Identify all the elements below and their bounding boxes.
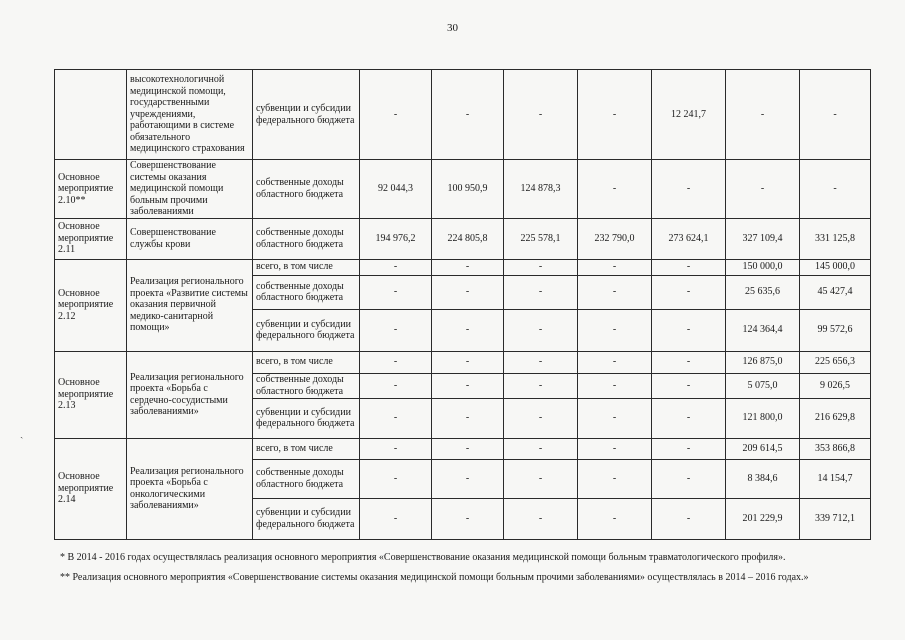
page-number: 30	[447, 22, 458, 34]
table-row	[55, 218, 871, 259]
amount-cell: -	[578, 498, 652, 539]
amount-cell: -	[432, 459, 504, 498]
funding-source: собственные доходы областного бюджета	[253, 218, 360, 259]
amount-cell: 194 976,2	[360, 218, 432, 259]
measure-description: Реализация регионального проекта «Борьба с сердечно-сосудистыми заболеваниями»	[127, 351, 253, 438]
footnote-2: ** Реализация основного мероприятия «Совершенствование системы оказания медицинской помощи больным прочими заболеваниями» осуществлялась в 2014 – 2016 годах.»	[60, 572, 809, 583]
amount-cell: -	[432, 438, 504, 459]
amount-cell: -	[504, 459, 578, 498]
amount-cell: -	[652, 275, 726, 309]
amount-cell: -	[432, 351, 504, 373]
funding-source: собственные доходы областного бюджета	[253, 373, 360, 398]
amount-cell: 124 878,3	[504, 160, 578, 219]
funding-source: субвенции и субсидии федерального бюджета	[253, 70, 360, 160]
amount-cell: 5 075,0	[726, 373, 800, 398]
amount-cell: -	[652, 398, 726, 438]
amount-cell: -	[726, 160, 800, 219]
amount-cell: 9 026,5	[800, 373, 871, 398]
measure-description: Совершенствование системы оказания медицинской помощи больным прочими заболеваниями	[127, 160, 253, 219]
amount-cell: 126 875,0	[726, 351, 800, 373]
amount-cell: -	[578, 459, 652, 498]
funding-source: всего, в том числе	[253, 438, 360, 459]
amount-cell: -	[360, 498, 432, 539]
amount-cell: -	[432, 70, 504, 160]
amount-cell: -	[504, 398, 578, 438]
amount-cell: -	[360, 259, 432, 275]
amount-cell: 150 000,0	[726, 259, 800, 275]
funding-source: всего, в том числе	[253, 259, 360, 275]
amount-cell: -	[432, 309, 504, 351]
amount-cell: 99 572,6	[800, 309, 871, 351]
funding-source: субвенции и субсидии федерального бюджета	[253, 309, 360, 351]
amount-cell: 209 614,5	[726, 438, 800, 459]
measure-description: Реализация регионального проекта «Борьба с онкологическими заболеваниями»	[127, 438, 253, 539]
amount-cell: -	[360, 70, 432, 160]
amount-cell: -	[652, 459, 726, 498]
amount-cell: -	[504, 498, 578, 539]
amount-cell: -	[578, 309, 652, 351]
amount-cell: 8 384,6	[726, 459, 800, 498]
amount-cell: 201 229,9	[726, 498, 800, 539]
amount-cell: -	[652, 259, 726, 275]
amount-cell: -	[504, 373, 578, 398]
amount-cell: -	[652, 498, 726, 539]
amount-cell: -	[578, 373, 652, 398]
amount-cell: -	[652, 160, 726, 219]
amount-cell: 353 866,8	[800, 438, 871, 459]
measure-description: Совершенствование службы крови	[127, 218, 253, 259]
amount-cell: 45 427,4	[800, 275, 871, 309]
table-row	[55, 160, 871, 219]
amount-cell: -	[504, 259, 578, 275]
amount-cell: 225 656,3	[800, 351, 871, 373]
measure-description: высокотехнологичной медицинской помощи, государственными учреждениями, работающими в системе обязательного медицинского страхования	[127, 70, 253, 160]
measure-name: Основное мероприятие 2.13	[55, 351, 127, 438]
amount-cell: 145 000,0	[800, 259, 871, 275]
amount-cell: -	[652, 351, 726, 373]
amount-cell: 124 364,4	[726, 309, 800, 351]
amount-cell: 216 629,8	[800, 398, 871, 438]
amount-cell: -	[432, 373, 504, 398]
amount-cell: -	[432, 259, 504, 275]
amount-cell: 224 805,8	[432, 218, 504, 259]
amount-cell: -	[504, 275, 578, 309]
amount-cell: -	[360, 373, 432, 398]
amount-cell: -	[504, 351, 578, 373]
amount-cell: 12 241,7	[652, 70, 726, 160]
measure-description: Реализация регионального проекта «Развитие системы оказания первичной медико-санитарной помощи»	[127, 259, 253, 351]
funding-source: субвенции и субсидии федерального бюджета	[253, 498, 360, 539]
funding-source: всего, в том числе	[253, 351, 360, 373]
scan-mark: ˏ	[20, 428, 24, 439]
funding-source: собственные доходы областного бюджета	[253, 160, 360, 219]
table-row	[55, 259, 871, 275]
amount-cell: -	[504, 309, 578, 351]
amount-cell: -	[578, 398, 652, 438]
amount-cell: 232 790,0	[578, 218, 652, 259]
amount-cell: -	[652, 309, 726, 351]
measure-name: Основное мероприятие 2.11	[55, 218, 127, 259]
amount-cell: -	[578, 259, 652, 275]
amount-cell: -	[432, 498, 504, 539]
funding-source: собственные доходы областного бюджета	[253, 275, 360, 309]
measure-name: Основное мероприятие 2.10**	[55, 160, 127, 219]
amount-cell: -	[504, 70, 578, 160]
amount-cell: 339 712,1	[800, 498, 871, 539]
amount-cell: -	[360, 398, 432, 438]
table-row	[55, 70, 871, 160]
budget-table	[54, 69, 871, 540]
amount-cell: -	[726, 70, 800, 160]
amount-cell: -	[432, 275, 504, 309]
table-row	[55, 438, 871, 459]
table-row	[55, 351, 871, 373]
amount-cell: 225 578,1	[504, 218, 578, 259]
amount-cell: -	[432, 398, 504, 438]
amount-cell: -	[578, 275, 652, 309]
amount-cell: -	[360, 275, 432, 309]
amount-cell: -	[360, 459, 432, 498]
amount-cell: -	[578, 351, 652, 373]
measure-name: Основное мероприятие 2.12	[55, 259, 127, 351]
funding-source: субвенции и субсидии федерального бюджета	[253, 398, 360, 438]
measure-name: Основное мероприятие 2.14	[55, 438, 127, 539]
amount-cell: -	[360, 438, 432, 459]
amount-cell: -	[578, 160, 652, 219]
amount-cell: -	[652, 438, 726, 459]
funding-source: собственные доходы областного бюджета	[253, 459, 360, 498]
footnotes	[60, 551, 809, 591]
amount-cell: 327 109,4	[726, 218, 800, 259]
amount-cell: -	[578, 438, 652, 459]
amount-cell: -	[800, 160, 871, 219]
amount-cell: 14 154,7	[800, 459, 871, 498]
amount-cell: 25 635,6	[726, 275, 800, 309]
amount-cell: -	[800, 70, 871, 160]
amount-cell: -	[504, 438, 578, 459]
amount-cell: -	[360, 309, 432, 351]
amount-cell: -	[578, 70, 652, 160]
amount-cell: 92 044,3	[360, 160, 432, 219]
amount-cell: 121 800,0	[726, 398, 800, 438]
amount-cell: -	[652, 373, 726, 398]
amount-cell: 273 624,1	[652, 218, 726, 259]
amount-cell: 331 125,8	[800, 218, 871, 259]
footnote-1: * В 2014 - 2016 годах осуществлялась реализация основного мероприятия «Совершенствование оказания медицинской помощи больным травматологического профиля».	[60, 552, 786, 563]
amount-cell: 100 950,9	[432, 160, 504, 219]
measure-name	[55, 70, 127, 160]
amount-cell: -	[360, 351, 432, 373]
